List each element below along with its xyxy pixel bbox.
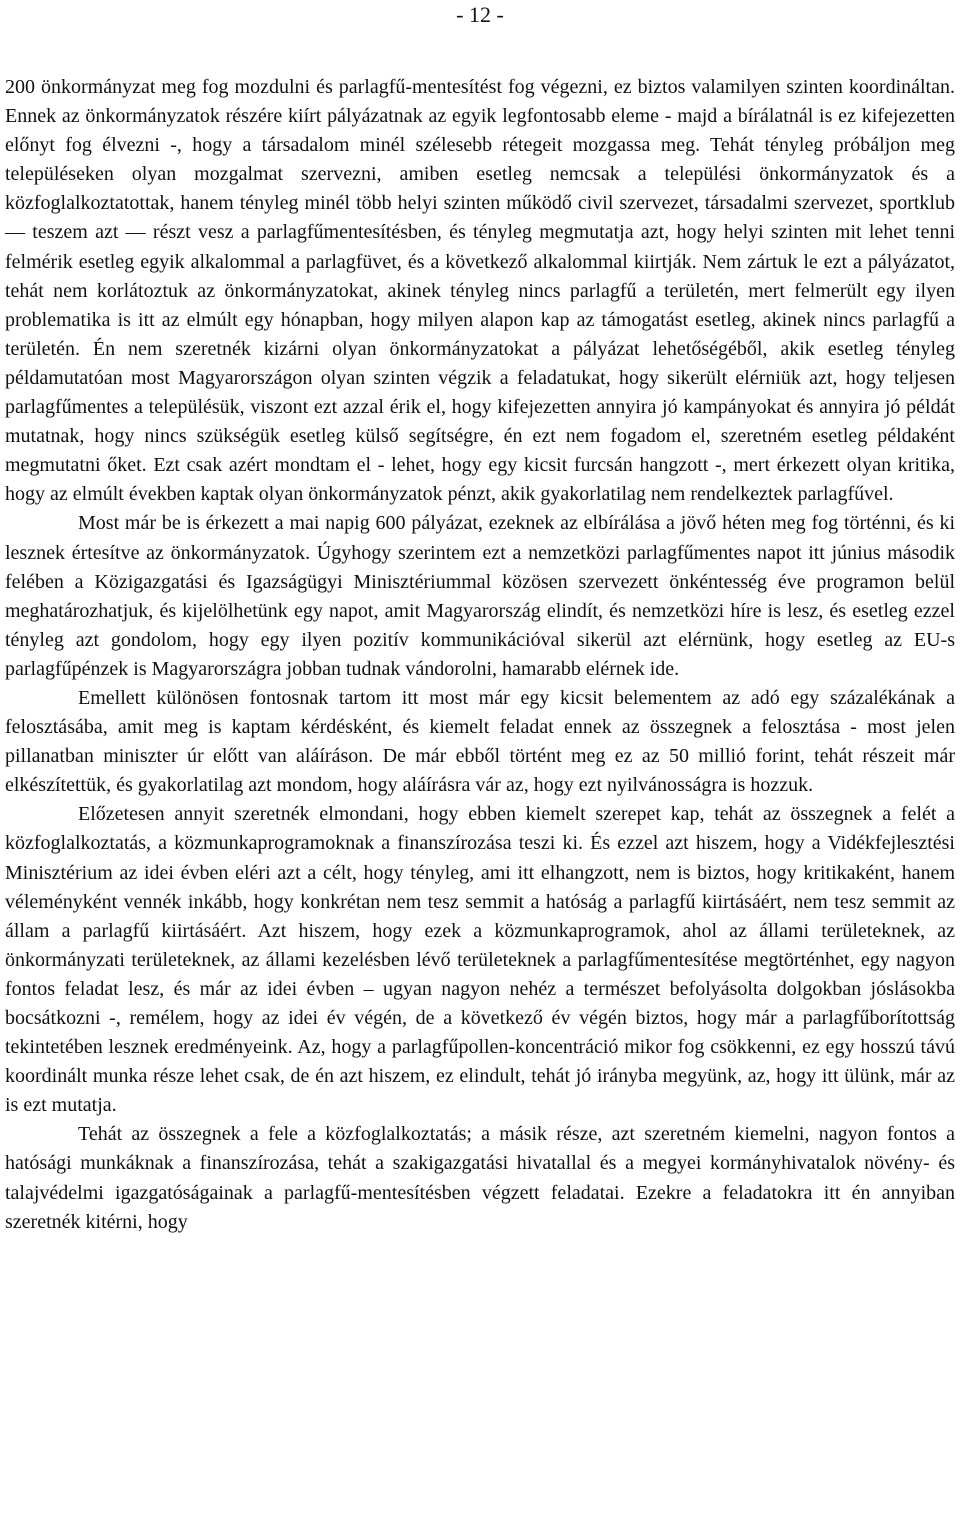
page-number: - 12 - (456, 2, 504, 27)
paragraph-4: Előzetesen annyit szeretnék elmondani, hogy ebben kiemelt szerepet kap, tehát az összegnek a felét a közfoglalkoztatás, a közmunkaprogramoknak a finanszírozása teszi ki. És ezzel azt hiszem, hogy a Vidékfejlesztési Minisztérium az idei évben eléri azt a célt, hogy tényleg, ami itt elhangzott, nem is biztos, hogy kritikaként, hanem véleményként vennék inkább, hogy konkrétan nem tesz semmit a hatóság a parlagfű kiirtásáért, nem tesz semmit az állam a parlagfű kiirtásáért. Azt hiszem, hogy ezek a közmunkaprogramok, ahol az állami területeknek, az önkormányzati területeknek, az állami kezelésben lévő területeknek a parlagfűmentesítése megtörténhet, egy nagyon fontos feladat lesz, és már az idei évben – ugyan nagyon nehéz a természet befolyásolta dolgokban jóslásokba bocsátkozni -, remélem, hogy az idei év végén, de a következő év végén biztos, hogy már a parlagfűborítottság tekintetében lesznek eredményeink. Az, hogy a parlagfűpollen-koncentráció mikor fog csökkenni, ez egy hosszú távú koordinált munka része lehet csak, de én azt hiszem, ez elindult, tehát jó irányba megyünk, az, hogy itt ülünk, már az is ezt mutatja. (5, 803, 955, 1117)
paragraph-1: 200 önkormányzat meg fog mozdulni és parlagfű-mentesítést fog végezni, ez biztos valamilyen szinten koordináltan. Ennek az önkormányzatok részére kiírt pályázatnak az egyik legfontosabb eleme - majd a bírálatnál is ez kifejezetten előnyt fog élvezni -, hogy a társadalom minél szélesebb rétegeit mozgassa meg. Tehát tényleg próbáljon meg településeken olyan mozgalmat szervezni, amiben esetleg nemcsak a települési önkormányzatok és a közfoglalkoztatottak, hanem tényleg minél több helyi szinten működő civil szervezet, társadalmi szervezet, sportklub — teszem azt — részt vesz a parlagfűmentesítésben, és tényleg megmutatja azt, hogy helyi szinten mit lehet tenni felmérik esetleg egyik alkalommal a parlagfüvet, és a következő alkalommal kiirtják. Nem zártuk le ezt a pályázatot, tehát nem korlátoztuk az önkormányzatokat, akinek tényleg nincs parlagfű a területén, mert felmerült egy ilyen problematika is itt az elmúlt egy hónapban, hogy milyen alapon kap az támogatást esetleg, akinek nincs parlagfű a területén. Én nem szeretnék kizárni olyan önkormányzatokat a pályázat lehetőségéből, akik esetleg tényleg példamutatóan most Magyarországon olyan szinten végzik a feladatukat, hogy sikerült elérniük azt, hogy teljesen parlagfűmentes a településük, viszont ezt azzal érik el, hogy kifejezetten annyira jó kampányokat és annyira jó példát mutatnak, hogy nincs szükségük esetleg külső segítségre, én ezt nem fogadom el, szeretném esetleg példaként megmutatni őket. Ezt csak azért mondtam el - lehet, hogy egy kicsit furcsán hangzott -, mert érkezett olyan kritika, hogy az elmúlt években kaptak olyan önkormányzatok pénzt, akik gyakorlatilag nem rendelkeztek parlagfűvel. (5, 76, 955, 506)
paragraph-3: Emellett különösen fontosnak tartom itt most már egy kicsit belementem az adó egy százalékának a felosztásába, amit meg is kaptam kérdésként, és kiemelt feladat ennek az összegnek a felosztása - most jelen pillanatban miniszter úr előtt van aláíráson. De már ebből történt meg ez az 50 millió forint, tehát részeit már elkészítettük, és gyakorlatilag azt mondom, hogy aláírásra vár az, hogy ezt nyilvánosságra is hozzuk. (5, 686, 955, 797)
document-body (5, 73, 955, 1237)
paragraph-2: Most már be is érkezett a mai napig 600 pályázat, ezeknek az elbírálása a jövő héten meg fog történni, és ki lesznek értesítve az önkormányzatok. Úgyhogy szerintem ezt a nemzetközi parlagfűmentes napot itt június második felében a Közigazgatási és Igazságügyi Minisztériummal közösen szervezett önkéntesség éve programon belül meghatározhatjuk, és kijelölhetünk egy napot, amit Magyarország elindít, és nemzetközi híre is lesz, és esetleg ezzel tényleg azt gondolom, hogy egy ilyen pozitív kommunikációval sikerül azt elérnünk, hogy esetleg az EU-s parlagfűpénzek is Magyarországra jobban tudnak vándorolni, hamarabb elérnek ide. (5, 512, 955, 680)
paragraph-5: Tehát az összegnek a fele a közfoglalkoztatás; a másik része, azt szeretném kiemelni, nagyon fontos a hatósági munkáknak a finanszírozása, tehát a szakigazgatási hivatallal és a megyei kormányhivatalok növény- és talajvédelmi igazgatóságainak a parlagfű-mentesítésben végzett feladatai. Ezekre a feladatokra itt én annyiban szeretnék kitérni, hogy (5, 1123, 955, 1233)
